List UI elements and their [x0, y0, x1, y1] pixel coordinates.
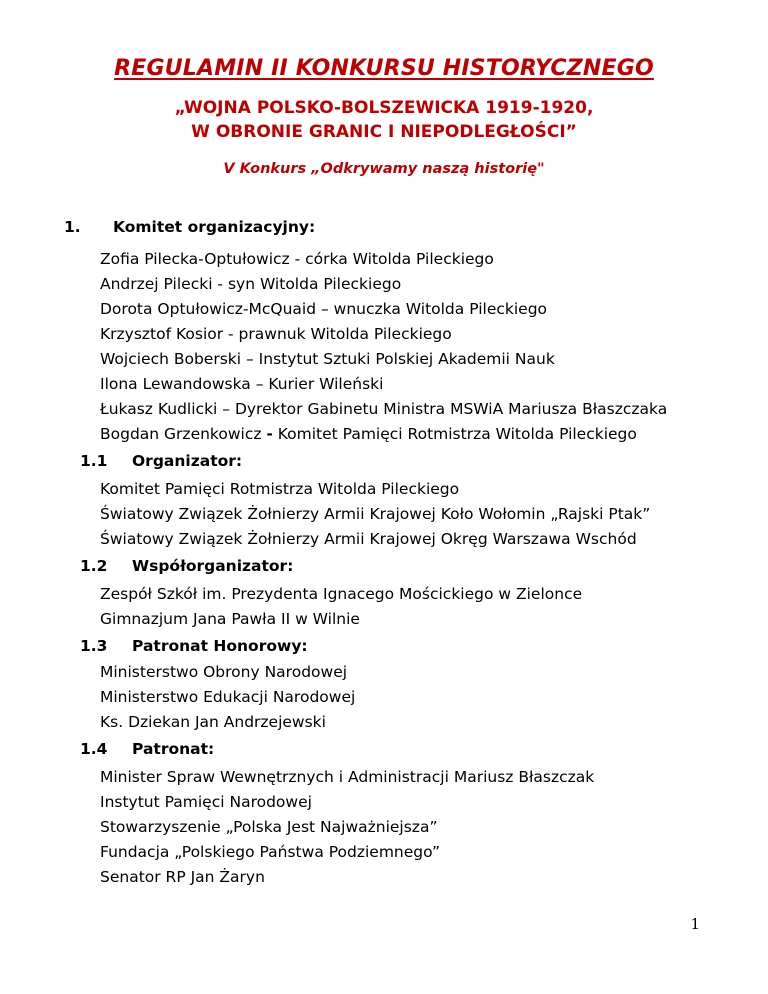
list-item: Światowy Związek Żołnierzy Armii Krajowej Okręg Warszawa Wschód — [100, 530, 637, 548]
list-item: Minister Spraw Wewnętrznych i Administracji Mariusz Błaszczak — [100, 768, 595, 786]
subsection-number: 1.3 — [80, 637, 108, 655]
list-item: Ministerstwo Edukacji Narodowej — [100, 688, 356, 706]
subsection-number: 1.4 — [80, 740, 108, 758]
list-item: Fundacja „Polskiego Państwa Podziemnego” — [100, 843, 441, 861]
list-item: Zespół Szkół im. Prezydenta Ignacego Mościckiego w Zielonce — [100, 585, 583, 603]
list-item: Zofia Pilecka-Optułowicz - córka Witolda Pileckiego — [100, 250, 494, 268]
list-item: Łukasz Kudlicki – Dyrektor Gabinetu Ministra MSWiA Mariusza Błaszczaka — [100, 400, 668, 418]
subsection-title: Patronat Honorowy: — [132, 637, 308, 655]
list-item: Dorota Optułowicz-McQuaid – wnuczka Witolda Pileckiego — [100, 300, 548, 318]
subsection-title: Patronat: — [132, 740, 215, 758]
list-item-text: Bogdan Grzenkowicz — [100, 425, 267, 443]
list-item: Andrzej Pilecki - syn Witolda Pileckiego — [100, 275, 402, 293]
list-item: Stowarzyszenie „Polska Jest Najważniejsza” — [100, 818, 438, 836]
list-item: Instytut Pamięci Narodowej — [100, 793, 312, 811]
subsection-number: 1.1 — [80, 452, 108, 470]
list-item-text: Komitet Pamięci Rotmistrza Witolda Pileckiego — [272, 425, 637, 443]
subtitle-line-1: „WOJNA POLSKO-BOLSZEWICKA 1919-1920, — [174, 98, 594, 118]
list-item: Gimnazjum Jana Pawła II w Wilnie — [100, 610, 360, 628]
list-item: Światowy Związek Żołnierzy Armii Krajowej Koło Wołomin „Rajski Ptak” — [100, 505, 651, 523]
subsection-number: 1.2 — [80, 557, 108, 575]
list-item: Krzysztof Kosior - prawnuk Witolda Pileckiego — [100, 325, 452, 343]
page-number: 1 — [690, 915, 700, 933]
contest-edition: V Konkurs „Odkrywamy naszą historię" — [223, 161, 545, 177]
list-item — [100, 425, 637, 443]
list-item: Senator RP Jan Żaryn — [100, 868, 265, 886]
list-item: Wojciech Boberski – Instytut Sztuki Polskiej Akademii Nauk — [100, 350, 555, 368]
list-item: Komitet Pamięci Rotmistrza Witolda Pileckiego — [100, 480, 460, 498]
document-title: REGULAMIN II KONKURSU HISTORYCZNEGO — [114, 56, 654, 81]
subtitle-line-2: W OBRONIE GRANIC I NIEPODLEGŁOŚCI” — [191, 122, 577, 142]
section-title: Komitet organizacyjny: — [113, 218, 316, 236]
list-item: Ilona Lewandowska – Kurier Wileński — [100, 375, 384, 393]
subsection-title: Współorganizator: — [132, 557, 294, 575]
document-subtitle — [0, 96, 768, 144]
subsection-title: Organizator: — [132, 452, 243, 470]
section-number: 1. — [64, 218, 81, 236]
list-item-dash: - — [266, 425, 273, 443]
list-item: Ministerstwo Obrony Narodowej — [100, 663, 348, 681]
list-item: Ks. Dziekan Jan Andrzejewski — [100, 713, 326, 731]
